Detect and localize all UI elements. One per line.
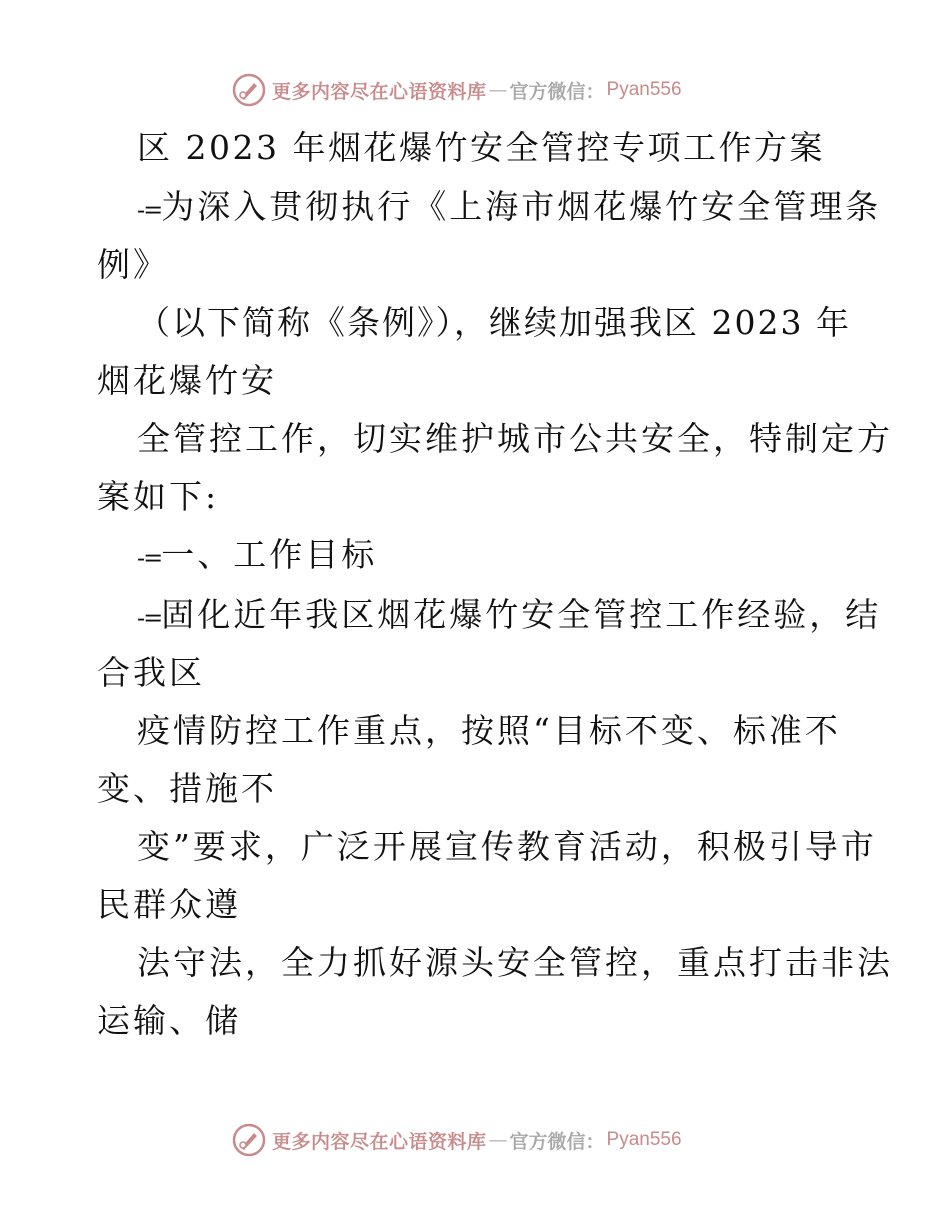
watermark-banner-bottom — [232, 1120, 682, 1160]
watermark-text: 更多内容尽在心语资料库 — [272, 1130, 487, 1153]
watermark-wechat-label: 官方微信： — [509, 80, 605, 103]
document-line: 疫情防控工作重点，按照“目标不变、标准不 — [137, 711, 841, 750]
document-line: -=固化近年我区烟花爆竹安全管控工作经验，结 — [137, 595, 882, 634]
document-line: （以下简称《条例》），继续加强我区 2023 年 — [137, 303, 851, 342]
pen-logo-icon — [232, 1123, 266, 1157]
document-line: 案如下: — [97, 477, 220, 516]
document-line: 法守法，全力抓好源头安全管控，重点打击非法 — [137, 943, 893, 982]
document-line: 变、措施不 — [97, 769, 277, 808]
document-line: 合我区 — [97, 653, 205, 692]
document-line: 全管控工作，切实维护城市公共安全，特制定方 — [137, 419, 893, 458]
document-line: -=为深入贯彻执行《上海市烟花爆竹安全管理条 — [137, 187, 882, 226]
watermark-text: 更多内容尽在心语资料库 — [272, 80, 487, 103]
watermark-dash: — — [488, 79, 508, 101]
document-line: 运输、储 — [97, 1001, 241, 1040]
watermark-wechat-id: Pyan556 — [606, 79, 682, 100]
document-line: 烟花爆竹安 — [97, 361, 277, 400]
watermark-banner-top — [232, 70, 682, 110]
paragraph-mark: -= — [137, 196, 162, 224]
watermark-wechat-id: Pyan556 — [606, 1129, 682, 1150]
watermark-wechat-label: 官方微信： — [509, 1130, 605, 1153]
watermark-dash: — — [488, 1129, 508, 1151]
pen-logo-icon — [232, 73, 266, 107]
document-line: 变”要求，广泛开展宣传教育活动，积极引导市 — [137, 827, 877, 866]
document-line: 民群众遵 — [97, 885, 241, 924]
section-heading: -=一、工作目标 — [137, 535, 378, 574]
paragraph-mark: -= — [137, 544, 162, 572]
document-title: 区 2023 年烟花爆竹安全管控专项工作方案 — [137, 128, 825, 167]
paragraph-mark: -= — [137, 604, 162, 632]
document-line: 例》 — [97, 245, 169, 284]
